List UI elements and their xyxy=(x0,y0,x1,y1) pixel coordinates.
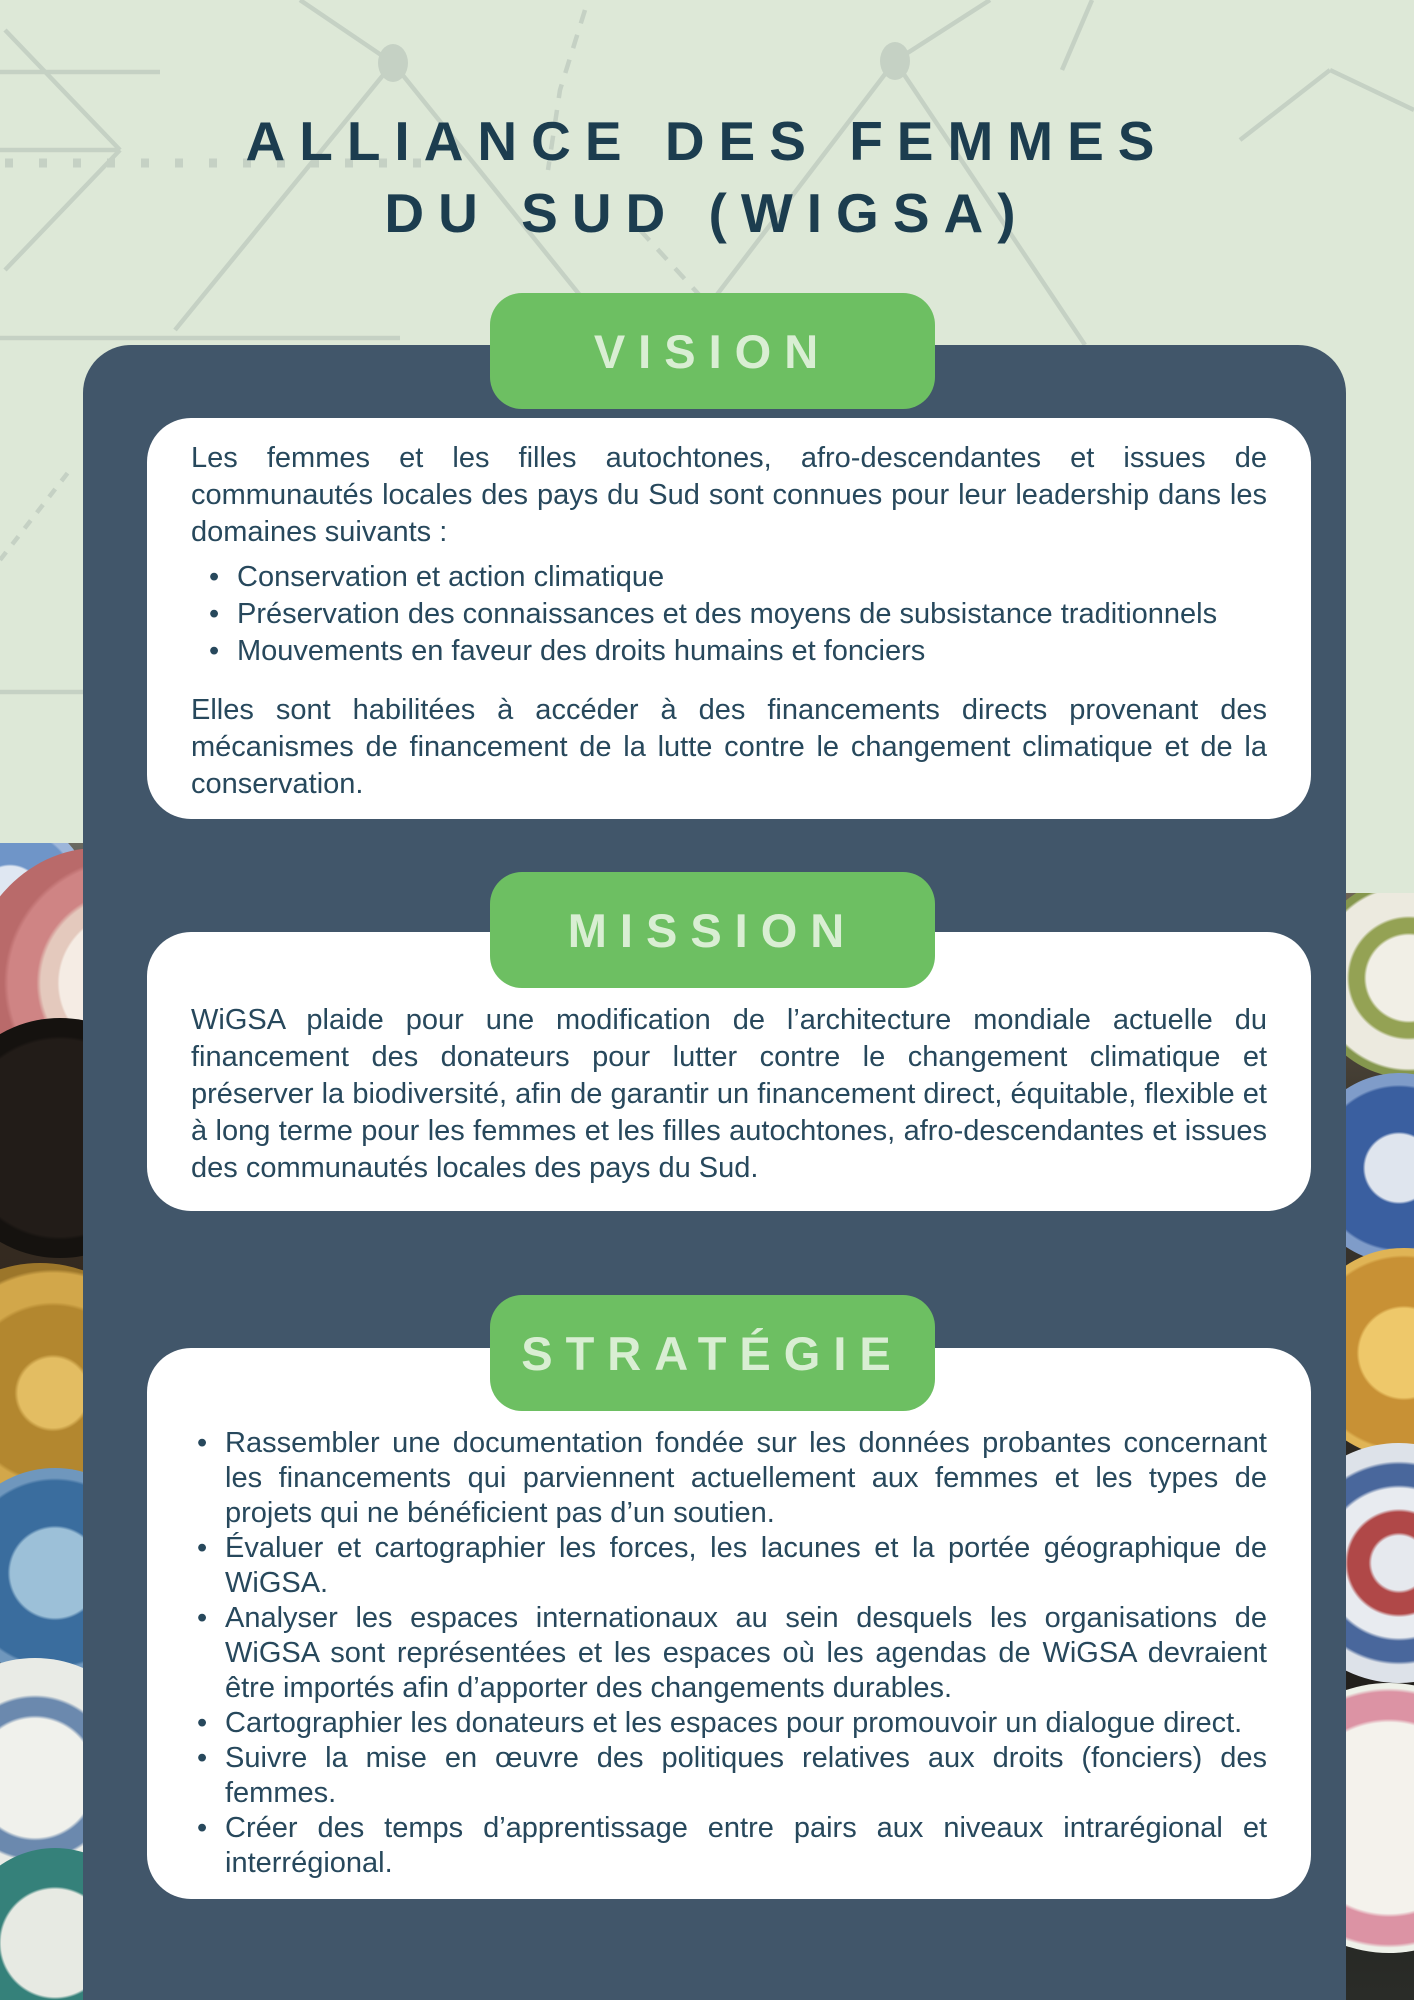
list-item: • Évaluer et cartographier les forces, les lacunes et la portée géographique de WiGSA. xyxy=(191,1531,1267,1601)
ceramic-plate-cobalt xyxy=(1346,1073,1414,1263)
list-item: • Mouvements en faveur des droits humains et fonciers xyxy=(203,633,1267,670)
section-badge-strategie-label: STRATÉGIE xyxy=(521,1326,904,1380)
ceramic-bowl-dark xyxy=(0,1018,84,1258)
vision-outro-paragraph: Elles sont habilitées à accéder à des financements directs provenant des mécanismes de financement de la lutte contre le changement climatique et de la conservation. xyxy=(191,694,1267,800)
ceramic-plate-mandala xyxy=(1346,1443,1414,1683)
vision-card xyxy=(147,418,1311,819)
page-title xyxy=(0,105,1414,249)
mission-paragraph: WiGSA plaide pour une modification de l’architecture mondiale actuelle du financement des donateurs pour lutter contre le changement climatique et préserver la biodiversité, afin de garantir un financement direct, équitable, flexible et à long terme pour les femmes et les filles autochtones, afro-descendantes et issues des communautés locales des pays du Sud. xyxy=(191,1004,1267,1184)
list-item: • Créer des temps d’apprentissage entre pairs aux niveaux intrarégional et interrégional. xyxy=(191,1811,1267,1881)
ceramic-bowl-blue xyxy=(0,1468,84,1678)
section-badge-vision-label: VISION xyxy=(593,324,832,378)
strategie-card xyxy=(147,1348,1311,1899)
vision-intro-paragraph: Les femmes et les filles autochtones, afro-descendantes et issues de communautés locales des pays du Sud sont connues pour leur leadership dans les domaines suivants : xyxy=(191,442,1267,548)
section-badge-mission xyxy=(490,872,935,988)
list-item: • Suivre la mise en œuvre des politiques relatives aux droits (fonciers) des femmes. xyxy=(191,1741,1267,1811)
list-item: • Préservation des connaissances et des moyens de subsistance traditionnels xyxy=(203,596,1267,633)
section-badge-strategie xyxy=(490,1295,935,1411)
section-badge-mission-label: MISSION xyxy=(567,903,858,957)
strategie-bullet-list xyxy=(191,1426,1267,1881)
photo-strip-left xyxy=(0,843,84,2000)
list-item: • Conservation et action climatique xyxy=(203,559,1267,596)
ceramic-plate-olive xyxy=(1346,893,1414,1078)
list-item: • Cartographier les donateurs et les espaces pour promouvoir un dialogue direct. xyxy=(191,1706,1267,1741)
vision-bullet-list xyxy=(191,559,1267,670)
list-item: • Rassembler une documentation fondée sur les données probantes concernant les financements qui parviennent actuellement aux femmes et les types de projets qui ne bénéficient pas d’un soutien. xyxy=(191,1426,1267,1531)
ceramic-plate-floral xyxy=(1346,1683,1414,1953)
page-title-line2: DU SUD (WIGSA) xyxy=(384,181,1030,244)
photo-strip-right xyxy=(1346,893,1414,2000)
ceramic-plate-teal xyxy=(0,1848,84,2000)
list-item: • Analyser les espaces internationaux au sein desquels les organisations de WiGSA sont représentées et les espaces où les agendas de WiGSA devraient être importés afin d’apporter des changements durables. xyxy=(191,1601,1267,1706)
page-title-line1: ALLIANCE DES FEMMES xyxy=(245,109,1169,172)
ceramic-plate-ochre xyxy=(1346,1248,1414,1458)
section-badge-vision xyxy=(490,293,935,409)
